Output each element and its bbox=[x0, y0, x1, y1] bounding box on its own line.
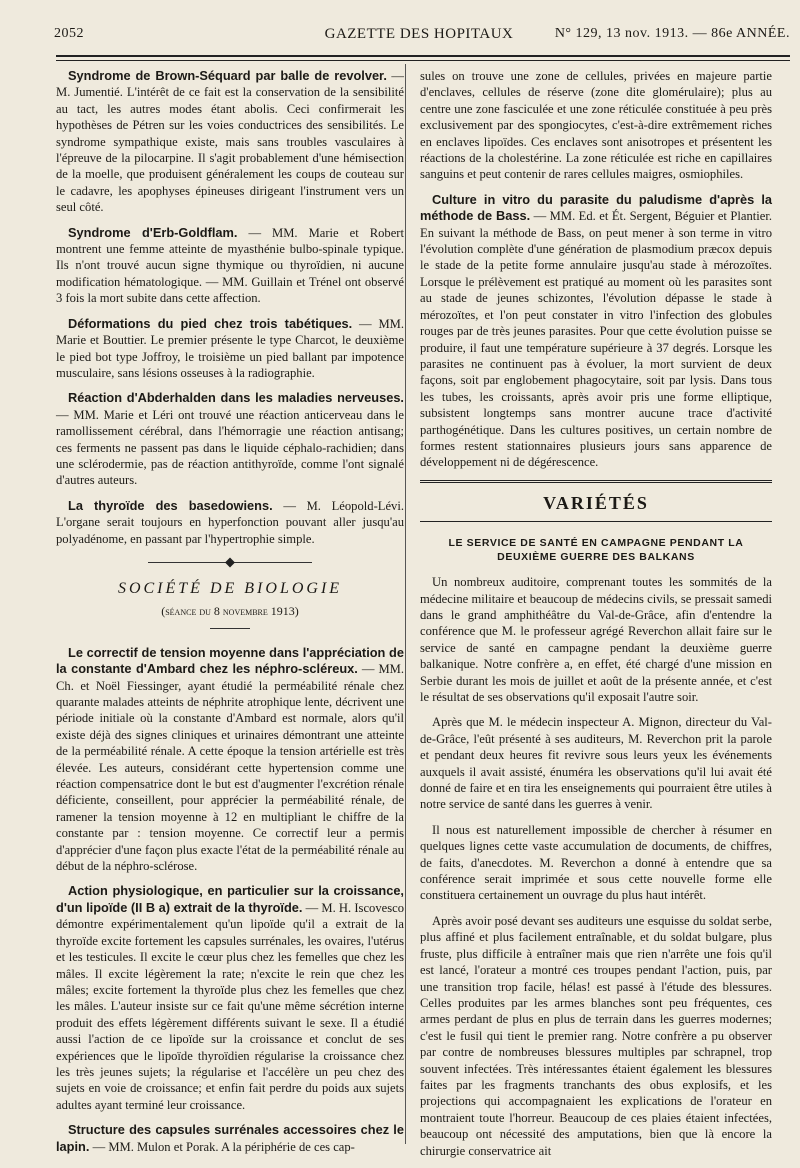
paragraph-text: — MM. Marie et Bouttier. Le premier présente le type Charcot, le deuxième le pied bot type Joffroy, le troisième un pied ballant par impotence musculaire, sans lésions osseuses à la radiographie. bbox=[56, 316, 404, 380]
paragraph: sules on trouve une zone de cellules, privées en majeure partie d'enclaves, cellules de réserve (zone dite glomérulaire); plus au centre une zone fasciculée et une zone réticulée constituée à peu près exclusivement par des spongiocytes, c'est-à-dire extrêmement riches en enclaves lipoïdes. Ces enclaves sont anisotropes et présentent les réactions de la cholestérine. La zone réticulée est riche en capillaires sanguins et peut contenir de rares cellules maigres, osmiophiles. bbox=[420, 69, 772, 182]
paragraph: Après que M. le médecin inspecteur A. Mignon, directeur du Val-de-Grâce, l'eût présenté à ses auditeurs, M. Reverchon prit la parole et pendant deux heures fit revivre sous leurs yeux les événements auxquels il avait assisté, énuméra les observations qu'il lui avait été donné de faire et en tira les enseignements qui pourraient être utiles à notre service de santé dans les guerres à venir. bbox=[420, 715, 772, 812]
paragraph-text: — M. H. Iscovesco démontre expérimentalement qu'un lipoïde qu'il a extrait de la thyroïde excite fortement les capsules surrénales, les ovaires, l'utérus et les testicules. Il excite le cœur plus chez les femelles que chez les mâles. Il excite légèrement la rate; n'excite le rein que chez les mâles; excite fortement la thyroïde plus chez les femelles que chez les mâles. L'auteur insiste sur ce fait qu'une même sécrétion interne produit des effets légèrement différents suivant le sexe. Il a étudié aussi l'action de ce lipoïde sur la croissance et conclut de ses expériences que le lipoïde thyroïdien régularise la croissance chez les très jeunes sujets; la régularise et l'accélère un peu chez des sujets en voie de croissance; et enfin fait perdre du poids aux sujets adultes ayant terminé leur croissance. bbox=[56, 900, 405, 1112]
paragraph-heading: Action physiologique, en particulier sur la croissance, d'un lipoïde (II B a) extrait de la thyroïde. bbox=[56, 883, 404, 915]
paragraph-heading: Structure des capsules surrénales accessoires chez le lapin. bbox=[56, 1122, 404, 1154]
paragraph-heading: Réaction d'Abderhalden dans les maladies nerveuses. bbox=[68, 390, 404, 406]
paragraph bbox=[56, 225, 404, 307]
paragraph-heading: Syndrome de Brown-Séquard par balle de revolver. bbox=[68, 68, 387, 83]
paragraph-text: — MM. Mulon et Porak. A la périphérie de ces cap- bbox=[89, 1139, 355, 1154]
header-rule bbox=[56, 55, 790, 61]
paragraph-heading: Culture in vitro du parasite du paludisme d'après la méthode de Bass. bbox=[420, 191, 772, 224]
paragraph-text: — MM. Ed. et Ét. Sergent, Béguier et Plantier. En suivant la méthode de Bass, on peut mener à son terme in vitro l'évolution complète d'une génération de plasmodium præcox depuis le stade de la petite forme annulaire jusqu'au stade à mérozoïtes. Lorsque le prélèvement est pratiqué au moment où les parasites sont au stade de jeunes schizontes, l'évolution dépasse le stade à mérozoïtes, et l'on peut constater in vitro l'infection des globules rouges par de très jeunes parasites. Pour que cette évolution puisse se produire, il faut une température supérieure à 37 degrés. Lorsque les parasites ne continuent pas à évoluer, la mort survient de deux façons, soit par englobement phagocytaire, soit par lysis. Dans tous les tubes, les croissants, après avoir pris une forme elliptique, subsistent longtemps sans montrer aucune trace d'activité parthogénétique. Dans les cultures positives, un certain nombre de formes restent stationnaires plusieurs jours sans apparence de développement ni de dégérescence. bbox=[420, 209, 772, 470]
paragraph-text: — M. Jumentié. L'intérêt de ce fait est la conservation de la sensibilité au tact, les autres modes étant abolis. Ceci confirmerait les hypothèses de Pétren sur les voies conductrices des sensibilités. Le syndrome sympathique existe, mais sans troubles vasculaires à l'épreuve de la pilocarpine. Il s'agit probablement d'une hémisection de la moelle, que produisent généralement les coups de couteau sur le cadavre, les apophyses épineuses dirigeant l'instrument vers un seul côté. bbox=[56, 69, 404, 215]
paragraph-heading: Syndrome d'Erb-Goldflam. bbox=[68, 224, 238, 240]
column-divider bbox=[405, 64, 406, 1144]
varietes-rule bbox=[420, 521, 772, 522]
paragraph bbox=[56, 1122, 404, 1155]
paragraph-heading: Le correctif de tension moyenne dans l'appréciation de la constante d'Ambard chez les néphro-scléreux. bbox=[56, 644, 404, 677]
varietes-heading-box bbox=[420, 493, 772, 513]
paragraph-text: — MM. Ch. et Noël Fiessinger, ayant étudié la perméabilité rénale chez quarante malades atteints de néphrite atrophique lente, décrivent une période initiale où la constante d'Ambard est normale, alors qu'il existe déjà des signes cliniques et urinaires démontrant une atteinte de la perméabilité rénale. A cette époque la tension artérielle est très élevée. Les auteurs, considérant cette hypertension comme une réaction compensatrice dont le but est d'augmenter l'excrétion rénale déficiente, conseillent, pour apprécier la perméabilité rénale, de ramener la tension moyenne à 12 en multipliant le chiffre de la constante par : tension moyenne. Ce correctif leur a permis d'apprécier d'une façon plus exacte l'état de la perméabilité rénale au début de la néphro-sclérose. bbox=[56, 662, 404, 874]
paragraph bbox=[56, 645, 404, 875]
section-subtitle: (séance du 8 novembre 1913) bbox=[161, 604, 299, 619]
short-rule bbox=[210, 628, 250, 629]
paragraph-text: — M. Léopold-Lévi. L'organe serait toujours en hyperfonction pouvant aller jusqu'au polyadénome, en passant par l'hypertrophie simple. bbox=[56, 498, 404, 546]
page-number: 2052 bbox=[54, 26, 84, 41]
paragraph bbox=[56, 68, 404, 216]
paragraph: Un nombreux auditoire, comprenant toutes les sommités de la médecine militaire et beaucoup de médecins civils, se pressait samedi dans le grand amphithéâtre du Val-de-Grâce, afin d'entendre la conférence que M. le professeur agrégé Reverchon allait faire sur le service de santé en campagne pendant la deuxième guerre balkanique. Notre confrère a, en effet, été chargé d'une mission en Serbie durant les mois de juillet et août de la présente année, et c'est le résultat de ses observations qu'il exposait l'autre soir. bbox=[420, 575, 772, 704]
article-title: LE SERVICE DE SANTÉ EN CAMPAGNE PENDANT LA DEUXIÈME GUERRE DES BALKANS bbox=[448, 537, 744, 564]
paragraph bbox=[56, 883, 404, 1113]
ornament-divider bbox=[56, 559, 404, 567]
section-title: SOCIÉTÉ DE BIOLOGIE bbox=[117, 579, 343, 597]
paragraph bbox=[420, 192, 772, 471]
paragraph: Il nous est naturellement impossible de chercher à résumer en quelques lignes cette vaste accumulation de documents, de chiffres, de faits, d'anecdotes. M. Reverchon a donné à entendre que sa conférence serait imprimée et sous cette nouvelle forme elle constituera certainement un ouvrage du plus haut intérêt. bbox=[420, 822, 772, 903]
paragraph bbox=[56, 498, 404, 547]
right-column bbox=[420, 68, 772, 1168]
journal-title: GAZETTE DES HOPITAUX bbox=[324, 26, 514, 42]
issue-info: N° 129, 13 nov. 1913. — 86e ANNÉE. bbox=[554, 26, 790, 41]
paragraph-heading: Déformations du pied chez trois tabétiques. bbox=[68, 315, 353, 331]
left-column bbox=[56, 68, 404, 1164]
paragraph bbox=[56, 316, 404, 382]
paragraph-heading: La thyroïde des basedowiens. bbox=[68, 497, 273, 513]
paragraph-text: — MM. Marie et Robert montrent une femme atteinte de myasthénie bulbo-spinale typique. Ils n'ont trouvé aucun signe thymique ou thyroïdien, ni aucune modification hématologique. — MM. Guillain et Trénel ont observé 3 fois la mort subite dans cette affection. bbox=[56, 225, 404, 306]
paragraph: Après avoir posé devant ses auditeurs une esquisse du soldat serbe, plus affiné et plus facilement entraînable, et du soldat bulgare, plus fruste, plus difficile à entraîner mais que rien n'arrête une fois qu'il est lancé, l'orateur a montré ces troupes pendant l'action, puis, par une transition trop facile, hélas! est passé à l'étude des blessures. Celles produites par les armes blanches sont peu fréquentes, ces armes perdant de plus en plus de terrain dans les guerres modernes; c'est le fusil qui tient le premier rang. Notre confrère a pu observer par contre de nombreuses blessures multiples par schrapnel, trop souvent infectées. Très intéressantes étaient également les blessures faites par les fragments tranchants des obus explosifs, et les projections qui accompagnaient les explications de l'orateur en montraient toute l'horreur. Beaucoup de ces plaies étaient infectées, beaucoup ont nécessité des amputations, bien que là encore la chirurgie conservatrice ait bbox=[420, 913, 772, 1158]
running-header bbox=[48, 26, 790, 48]
paragraph-text: — MM. Marie et Léri ont trouvé une réaction anticerveau dans le ramollissement cérébral, dans l'hémorragie une réaction antisang; ces ferments ne passent pas dans le liquide céphalo-rachidien; dans une sclérodermie, pas de réaction antithyroïde, comme l'ont signalé d'autres auteurs. bbox=[56, 407, 404, 488]
paragraph bbox=[56, 390, 404, 488]
varietes-heading: VARIÉTÉS bbox=[543, 492, 649, 513]
section-rule bbox=[420, 480, 772, 483]
